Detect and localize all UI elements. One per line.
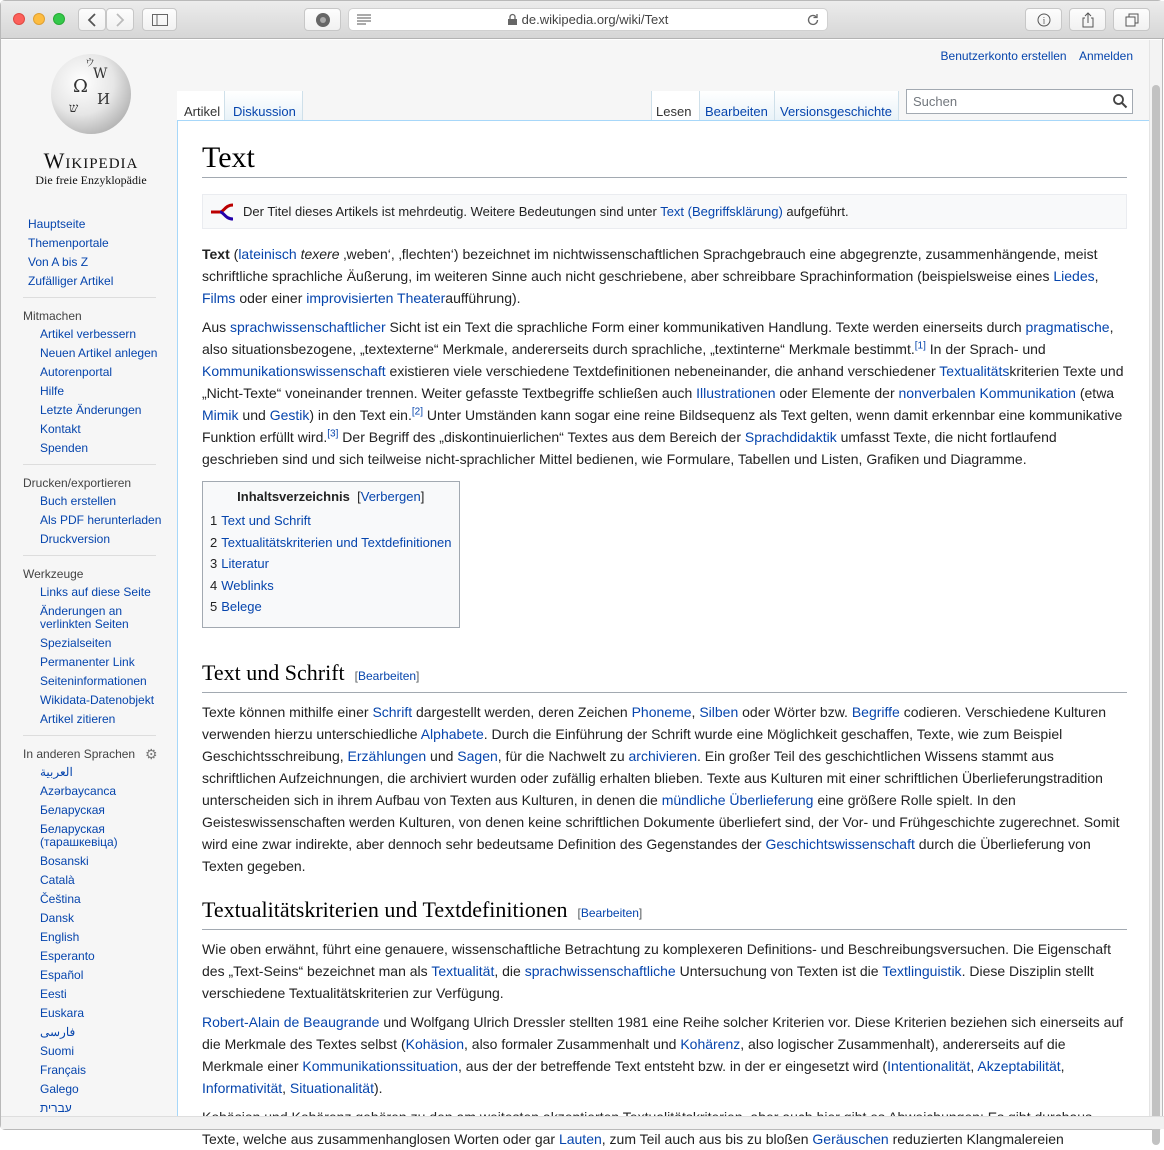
sidebar-item[interactable]: Dansk [40,911,75,925]
sidebar-item[interactable]: Esperanto [40,949,95,963]
divider [23,555,156,556]
tab-article[interactable]: Artikel [177,91,225,121]
sidebar-languages-nav [1,763,171,1118]
page-tabs [177,81,1151,121]
divider [23,464,156,465]
section-paragraph: Robert-Alain de Beaugrande und Wolfgang Ulrich Dressler stellten 1981 eine Reihe solcher Kriterien vor. Diese Kriterien beziehen sich einerseits auf die Merkmale des Textes selbst (Kohäsion, also formaler Zusammenhalt und Kohärenz, also logischer Zusammenhalt), andererseits auf die Merkmale einer Kommunikationssituation, aus der der betreffende Text entsteht bzw. in der er eingesetzt wird (Intentionalität, Akzeptabilität, Informativität, Situationalität). [202,1013,1124,1096]
toc-list [210,510,452,618]
reference-link[interactable]: [2] [411,406,423,418]
puzzle-globe-icon: Ω W И ש ウ [51,54,131,134]
toc-item [210,596,452,618]
lock-icon [508,14,517,25]
toc-link[interactable] [210,513,311,528]
article-link[interactable]: lateinisch [238,246,297,262]
tabs-overview-button[interactable] [1113,8,1150,31]
search-input[interactable] [906,89,1133,114]
privacy-button[interactable] [304,8,341,31]
intro-paragraph-2: Aus sprachwissenschaftlicher Sicht ist ein Text die sprachliche Form einer kommunikativen Handlung. Texte werden einerseits durch pragmatische, also situationsbezogene, „textexterne“ Merkmale, andererseits durch sprachliche, „textinterne“ Merkmale bestimmt.[1] In der Sprach- und Kommunikationswissenschaft existieren viele verschiedene Textdefinitionen nebeneinander, die anhand verschiedener Textualitätskriterien Texte und „Nicht-Texte“ voneinander trennen. Weiter gefasste Textbegriffe schließen auch Illustrationen oder Elemente der nonverbalen Kommunikation (etwa Mimik und Gestik) in den Text ein.[2] Unter Umständen kann sogar eine reine Bildsequenz als Text gelten, wenn damit erkennbar eine kommunikative Funktion erfüllt wird.[3] Der Begriff des „diskontinuierlichen“ Textes aus dem Bereich der Sprachdidaktik umfasst Texte, die nicht fortlaufend geschrieben sind und sich teilweise nicht-sprachlicher Mittel bedienen, wie Formulare, Tabellen und Listen, Grafiken und Diagramme. [202,319,1124,467]
sidebar-item[interactable]: Euskara [40,1006,85,1020]
article-link[interactable]: sprachwissenschaftliche [524,962,676,979]
sidebar-item[interactable]: Беларуская (тарашкевіца) [40,822,118,849]
hatnote-text: Der Titel dieses Artikels ist mehrdeutig. Weitere Bedeutungen sind unter [243,204,661,219]
disambiguation-hatnote [202,194,1127,229]
sidebar-item[interactable]: Čeština [40,892,81,906]
toc-number: 1 [210,513,218,528]
section-edit: [Bearbeiten] [577,905,643,920]
article-link[interactable]: Situationalität [289,1079,374,1096]
sidebar-item[interactable]: Buch erstellen [40,494,117,508]
article-link[interactable]: Sagen [457,747,498,764]
browser-toolbar [1,1,1164,39]
minimize-window-button[interactable] [33,13,45,25]
sidebar-item[interactable]: Spezialseiten [40,636,112,650]
tab-read[interactable]: Lesen [651,91,700,121]
share-icon [1082,12,1094,28]
page-title: Text [202,141,1127,178]
divider [23,735,156,736]
sidebar-heading-print: Drucken/exportieren [23,476,132,490]
toc-link[interactable] [210,599,262,614]
toc-label: Literatur [221,556,269,571]
reference-link[interactable]: [1] [914,340,926,352]
sidebar-heading-tools: Werkzeuge [23,567,84,581]
sidebar-item[interactable]: Kontakt [40,422,81,436]
toc-header: Inhaltsverzeichnis [Verbergen] [237,489,425,504]
reload-icon[interactable] [806,13,820,27]
back-button[interactable] [78,8,106,31]
section-edit-link[interactable]: Bearbeiten [358,668,417,683]
logo-tagline: Die freie Enzyklopädie [35,173,147,187]
article-link[interactable]: Begriffe [851,703,900,720]
info-button[interactable] [1025,8,1062,31]
intro-paragraph-1: Text (lateinisch texere ‚weben‘, ‚flechten‘) bezeichnet im nichtwissenschaftlichen Sprachgebrauch eine abgegrenzte, zusammenhängende, meist schriftliche sprachliche Äußerung, im weiteren Sinne auch nicht geschriebene, aber schreibbare Sprachinformation (beispielsweise eines Liedes, Films oder einer improvisierten Theateraufführung). [202,246,1099,306]
article-link[interactable]: improvisierten [306,290,394,306]
sidebar-item[interactable]: עברית [40,1101,72,1115]
sidebar-item[interactable]: Wikidata-Datenobjekt [40,693,155,707]
article-link[interactable]: pragmatische [1025,319,1110,335]
close-window-button[interactable] [13,13,25,25]
sidebar-item[interactable]: Eesti [40,987,67,1001]
toc-item [210,510,452,532]
sidebar-participate-nav [1,325,171,458]
search-placeholder: Suchen [913,94,958,109]
sidebar-item[interactable]: Artikel zitieren [40,712,116,726]
toc-toggle-link[interactable]: Verbergen [360,489,421,504]
create-account-link[interactable]: Benutzerkonto erstellen [940,49,1067,63]
url-text: de.wikipedia.org/wiki/Text [521,12,669,27]
article-link[interactable]: Phoneme [631,703,692,720]
toc-label: Belege [221,599,262,614]
sidebar-item[interactable]: Änderungen an verlinkten Seiten [40,604,129,631]
languages-heading-label: In anderen Sprachen [23,747,136,761]
sidebar-tools-nav [1,583,171,729]
tabs-icon [1125,13,1139,27]
reference-link[interactable]: [3] [327,428,339,440]
sidebar-icon [152,14,168,26]
sidebar-heading-languages [1,746,171,763]
sidebar-item[interactable]: Hauptseite [28,217,86,231]
article-link[interactable]: sprachwissenschaftlicher [230,319,386,335]
toc-number: 3 [210,556,218,571]
horizontal-scrollbar[interactable] [1,1116,1164,1129]
toc-item [210,553,452,575]
toc-number: 4 [210,577,218,593]
section-title: Text und Schrift [202,659,345,685]
article-link[interactable]: Geräuschen [812,1130,889,1147]
article-link[interactable]: Intentionalität [887,1057,971,1074]
disambiguation-link[interactable]: Text (Begriffsklärung) [660,204,783,219]
article-link[interactable]: Gestik [269,407,310,423]
share-button[interactable] [1069,8,1106,31]
toc-link[interactable] [210,556,269,571]
wikipedia-logo[interactable] [31,54,151,194]
sidebar-item[interactable]: Seiteninformationen [40,674,147,688]
section-edit: [Bearbeiten] [354,668,420,683]
login-link[interactable]: Anmelden [1078,49,1133,63]
zoom-window-button[interactable] [53,13,65,25]
sidebar-item[interactable]: فارسی [40,1025,76,1039]
forward-button[interactable] [106,8,134,31]
article-link[interactable]: mündliche Überlieferung [661,791,814,808]
sidebar-item[interactable]: Artikel verbessern [40,327,137,341]
article-link[interactable]: Lauten [558,1130,602,1147]
toc-link[interactable] [210,535,452,550]
section-heading [202,895,1127,930]
reader-icon[interactable] [357,14,371,25]
tab-discussion[interactable]: Diskussion [225,91,303,121]
sidebar-item[interactable]: Permanenter Link [40,655,135,669]
lead-term: Text [202,246,230,262]
toc-label: Text und Schrift [221,513,311,528]
sidebar [1,215,171,1118]
vertical-scrollbar[interactable] [1149,40,1162,1118]
sidebar-item[interactable]: Autorenportal [40,365,113,379]
article-link[interactable]: Akzeptabilität [977,1057,1061,1074]
toc-label: Textualitätskriterien und Textdefinitionen [221,534,452,550]
search-icon[interactable] [1112,93,1128,109]
disambiguation-icon [210,201,234,223]
table-of-contents [202,481,460,628]
sidebar-item[interactable]: Links auf diese Seite [40,585,151,599]
article-link[interactable]: Alphabete [420,725,484,742]
section-edit-link[interactable]: Bearbeiten [580,905,639,920]
article-body [177,120,1151,1147]
article-link[interactable]: Kommunikationssituation [302,1057,459,1074]
article-link[interactable]: Liedes [1053,268,1095,284]
logo-wordmark: Wikipedia [43,148,139,173]
hatnote-text: aufgeführt. [782,204,849,219]
toc-item [210,575,452,597]
sidebar-main-nav [1,215,171,291]
section-heading [202,658,1127,693]
forward-icon [115,13,125,27]
sidebar-item[interactable]: Spenden [40,441,89,455]
latin-term: texere [300,246,340,262]
sidebar-item[interactable]: Español [40,968,84,982]
sidebar-item[interactable]: Druckversion [40,532,111,546]
section-paragraph: Wie oben erwähnt, führt eine genauere, wissenschaftliche Betrachtung zu komplexeren Definitions- und Beschreibungsversuchen. Die Eigenschaft des „Text-Seins“ bezeichnet man als Textualität, die sprachwissenschaftliche Untersuchung von Texten ist die Textlinguistik. Diese Disziplin stellt verschiedene Textualitätskriterien zur Verfügung. [202,940,1111,1001]
sidebar-item[interactable]: Suomi [40,1044,75,1058]
article-link[interactable]: Kommunikationswissenschaft [202,363,386,379]
sidebar-item[interactable]: Azərbaycanca [40,784,117,798]
sidebar-item[interactable]: English [40,930,80,944]
article-link[interactable]: Kohärenz [680,1035,741,1052]
web-content [1,40,1151,1147]
article-link[interactable]: Mimik [202,407,239,423]
sidebar-print-nav [1,492,171,549]
toc-title: Inhaltsverzeichnis [237,489,350,504]
article-link[interactable]: Sprachdidaktik [744,429,837,445]
svg-text:i: i [1042,15,1045,25]
sidebar-item[interactable]: Galego [40,1082,79,1096]
tab-history[interactable]: Versionsgeschichte [775,91,899,121]
info-icon [1037,13,1051,27]
sidebar-item[interactable]: Als PDF herunterladen [40,513,162,527]
address-bar[interactable] [348,8,828,31]
section-title: Textualitätskriterien und Textdefinitionen [202,896,568,922]
back-icon [87,13,97,27]
article-link[interactable]: archivieren [628,747,697,764]
sidebar-toggle-button[interactable] [142,8,177,31]
sidebar-item[interactable]: Français [40,1063,87,1077]
article-link[interactable]: Theater [397,290,446,306]
sidebar-item[interactable]: Bosanski [40,854,89,868]
sidebar-item[interactable]: Hilfe [40,384,65,398]
sidebar-item[interactable]: Letzte Änderungen [40,403,142,417]
scrollbar-thumb[interactable] [1152,85,1160,1145]
toc-link[interactable] [210,578,274,593]
tab-edit[interactable]: Bearbeiten [700,91,775,121]
toc-item [210,532,452,554]
article-link[interactable]: Geschichtswissenschaft [765,835,915,852]
article-link[interactable]: Textualität [431,962,495,979]
toc-number: 2 [210,534,218,550]
sidebar-item[interactable]: Беларуская [40,803,105,817]
sidebar-heading-participate: Mitmachen [23,309,82,323]
sidebar-item[interactable]: Themenportale [28,236,109,250]
sidebar-item[interactable]: Català [40,873,75,887]
article-link[interactable]: nonverbalen Kommunikation [898,385,1076,401]
personal-tools [932,49,1133,63]
article-link[interactable]: Textualitäts [939,363,1010,379]
toc-label: Weblinks [221,577,274,593]
article-link[interactable]: Films [202,290,236,306]
article-link[interactable]: Schrift [372,703,413,720]
article-link[interactable]: Informativität [202,1079,283,1096]
sidebar-item[interactable]: Von A bis Z [28,255,89,269]
article-link[interactable]: Erzählungen [347,747,427,764]
sidebar-item[interactable]: العربية [40,765,73,779]
sidebar-item[interactable]: Zufälliger Artikel [28,274,114,288]
section-paragraph: Texte können mithilfe einer Schrift dargestellt werden, deren Zeichen Phoneme, Silben oder Wörter bzw. Begriffe codieren. Verschiedene Kulturen verwenden hierzu unterschiedliche Alphabete. Durch die Einführung der Schrift wurde eine Möglichkeit geschaffen, Texte, wie zum Beispiel Geschichtsschreibung, Erzählungen und Sagen, für die Nachwelt zu archivieren. Ein großer Teil des geschichtlichen Wissens stammt aus schriftlichen Aufzeichnungen, die archiviert wurden oder zufällig erhalten blieben. Texte aus Kulturen mit einer schriftlichen Überlieferungstradition unterscheiden sich in ihrem Aufbau von Texten aus Kulturen, in denen die mündliche Überlieferung eine größere Rolle spielt. In den Geisteswissenschaften werden Kulturen, von denen keine schriftlichen Dokumente überliefert sind, der Vor- und Frühgeschichte zugerechnet. Somit wird eine zwar indirekte, aber dennoch sehr bedeutsame Definition des Gegenstandes der Geschichtswissenschaft durch die Überlieferung von Texten gegeben. [202,703,1120,874]
sidebar-item[interactable]: Neuen Artikel anlegen [40,346,158,360]
article-link[interactable]: Robert-Alain de Beaugrande [202,1013,380,1030]
article-link[interactable]: Silben [699,703,739,720]
article-link[interactable]: Kohäsion [405,1035,464,1052]
divider [23,297,156,298]
article-link[interactable]: Textlinguistik [882,962,962,979]
privacy-icon [315,12,331,28]
toc-number: 5 [210,599,218,614]
section-paragraph: Texte, welche aus zusammenhanglosen Worten oder gar Lauten, zum Teil auch aus bis zu bloßen Geräuschen reduzierten Klangmalereien [202,1130,1064,1147]
article-link[interactable]: Illustrationen [696,385,776,401]
gear-icon[interactable]: ⚙ [145,746,158,762]
